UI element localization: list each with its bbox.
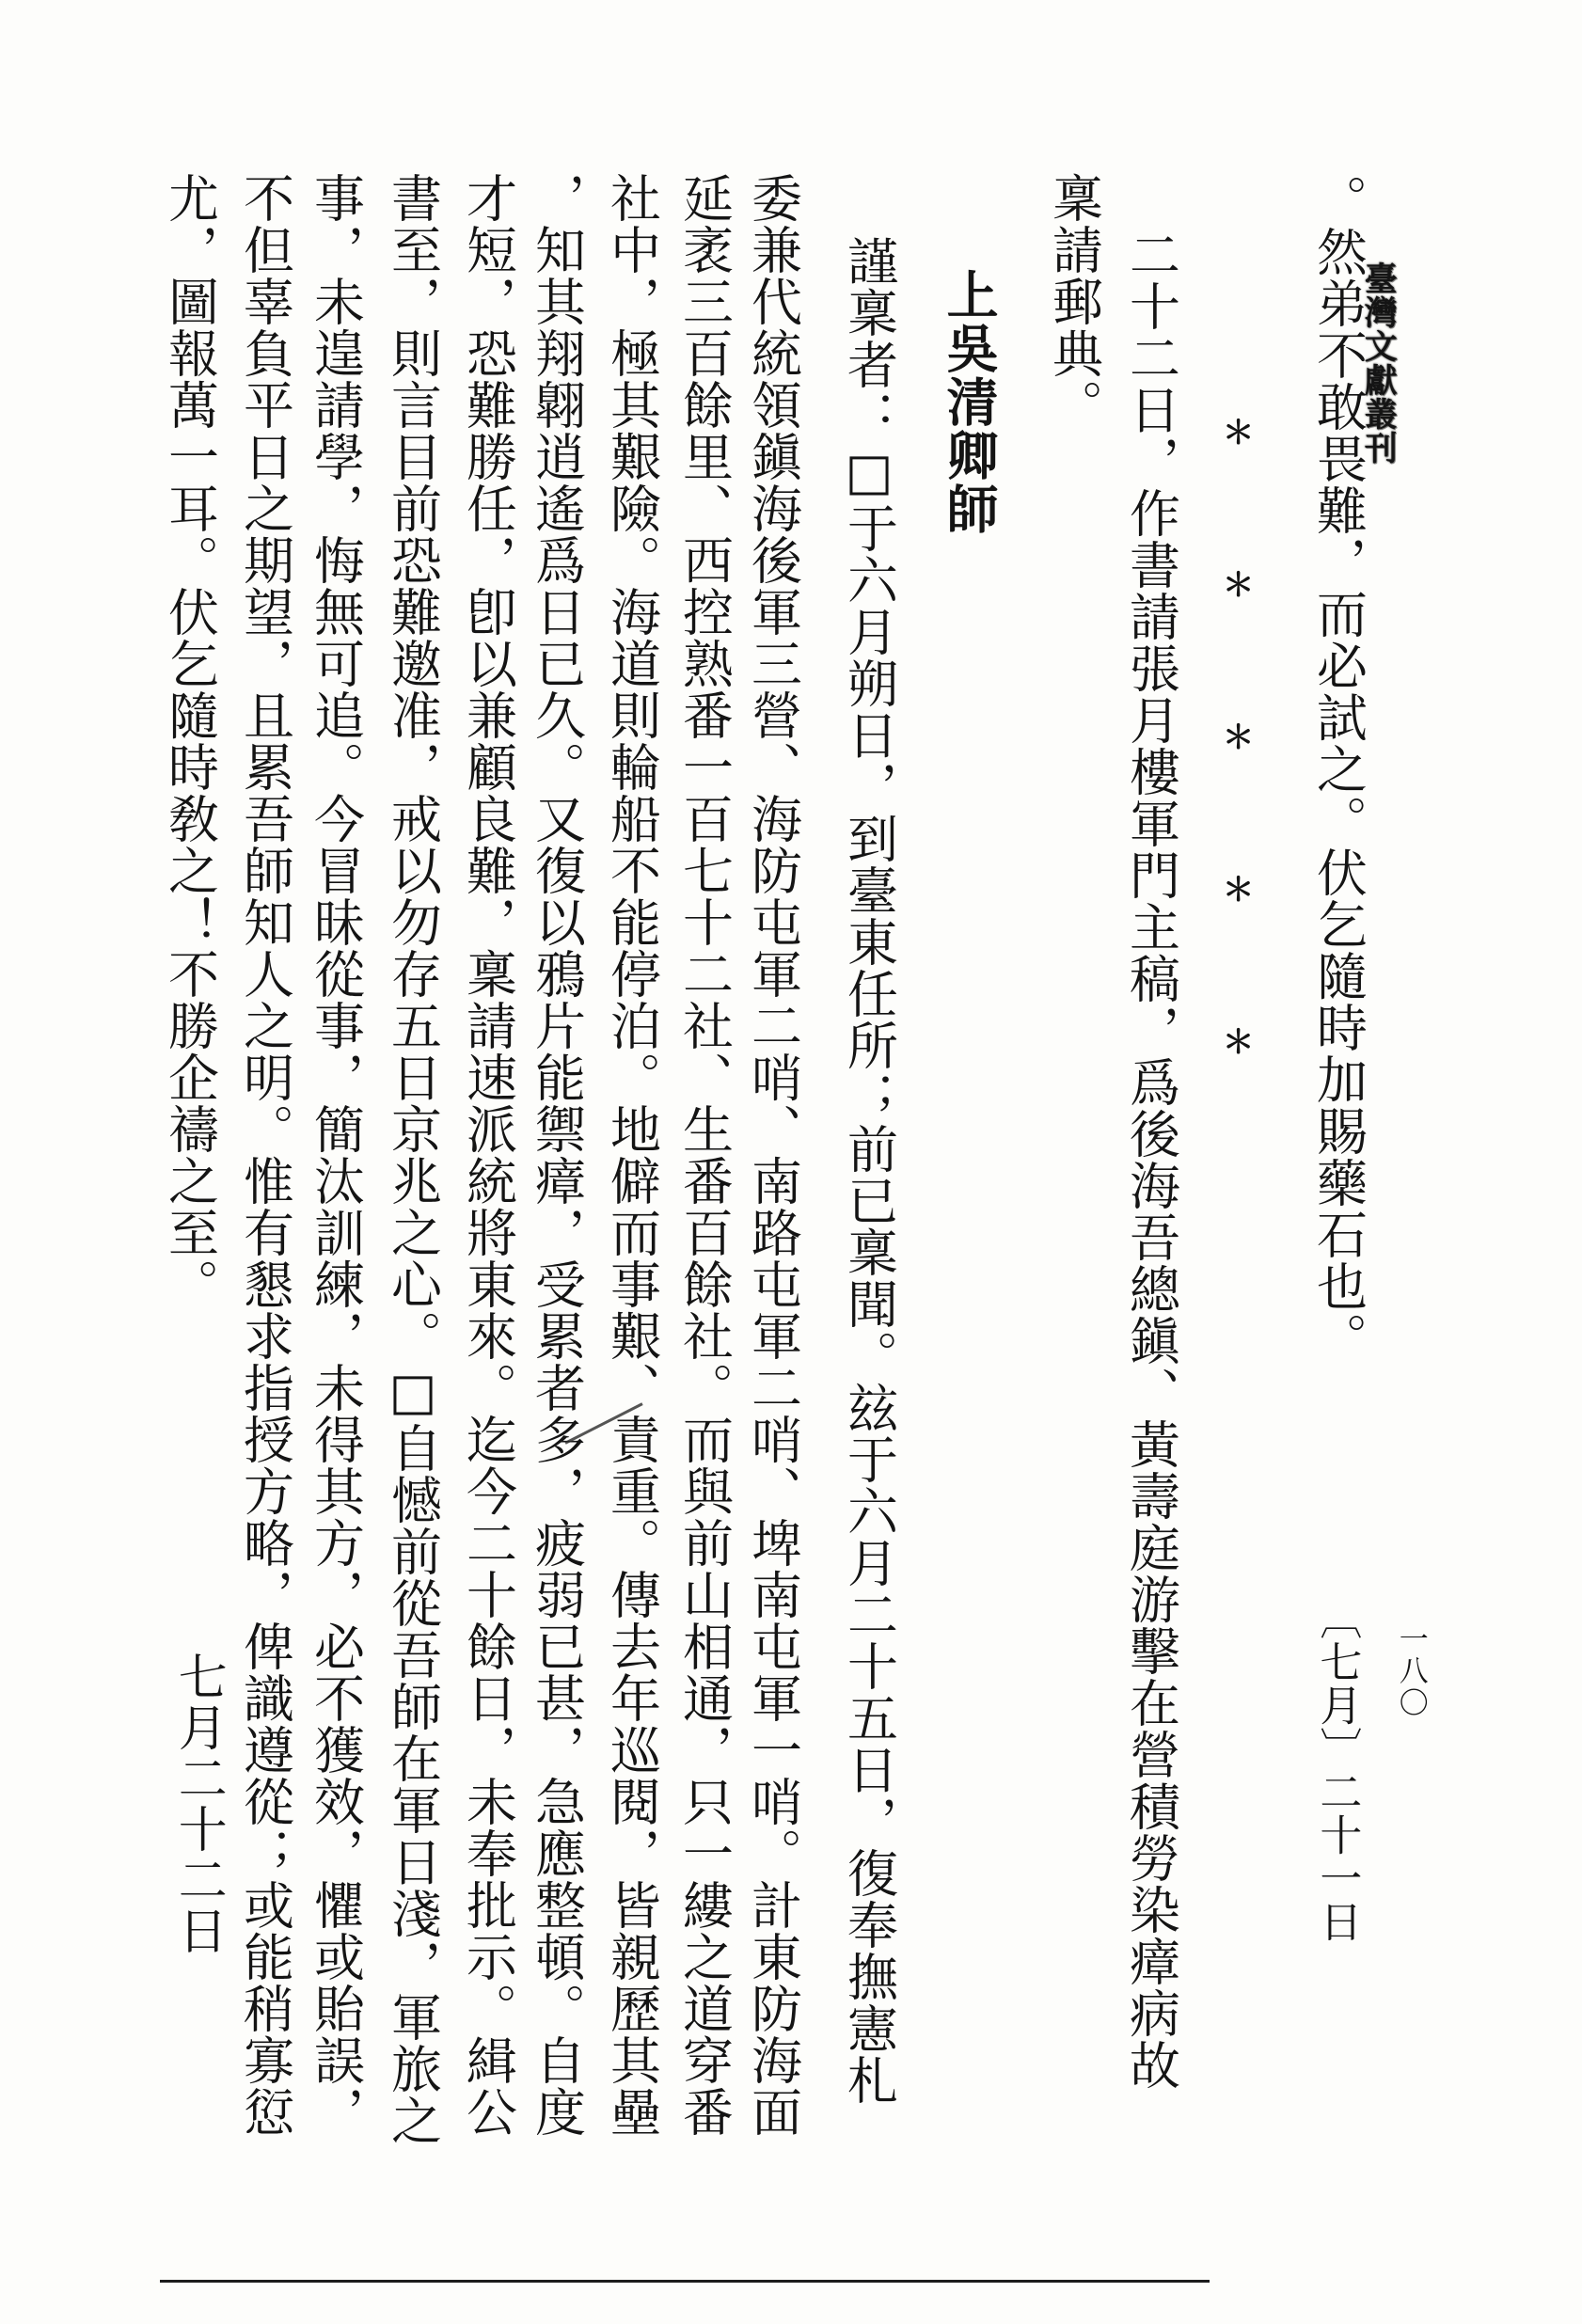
prev-entry-last-line: 。然弟不敢畏難，而必試之。伏乞隨時加賜藥石也。: [1308, 174, 1368, 1364]
letter-date: 七月二十二日: [169, 1652, 227, 1956]
entry-separator-asterisks: ＊＊＊＊＊: [1216, 416, 1255, 1178]
prev-entry-date: 〔七月〕二十一日: [1312, 1597, 1363, 1943]
letter-line: 社中，極其艱險。海道則輪船不能停泊。地僻而事艱、責重。傳去年巡閱，皆親歷其壘: [602, 172, 662, 2138]
page-number: 一八〇: [1393, 1623, 1428, 1719]
letter-line: ，知其翔翺逍遙爲日已久。又復以鴉片能禦瘴，受累者多，疲弱已甚，急應整頓。自度: [527, 172, 587, 2138]
series-title: 臺灣文獻叢刊: [1359, 261, 1399, 465]
letter-line: 事，未遑請學，悔無可追。今冒昧從事，簡汰訓練，未得其方，必不獲效，懼或貽誤，: [306, 172, 366, 2138]
letter-line: 委兼代統領鎭海後軍三營、海防屯軍二哨、南路屯軍二哨、埤南屯軍一哨。計東防海面: [743, 172, 803, 2138]
letter-title: 上吳清卿師: [938, 268, 1000, 536]
diary-entry-line: 稟請郵典。: [1044, 172, 1104, 431]
letter-line: 尤，圖報萬一耳。伏乞隨時敎之！不勝企禱之至。: [160, 172, 220, 1310]
bottom-rule-line: [160, 2280, 1210, 2283]
letter-line: 才短，恐難勝任，卽以兼顧良難，稟請速派統將東來。迄今二十餘日，未奉批示。緝公: [458, 172, 518, 2138]
letter-line: 謹稟者：□于六月朔日，到臺東任所；前已稟聞。玆于六月二十五日，復奉撫憲札: [839, 235, 899, 2106]
letter-line: 延袤三百餘里、西控熟番一百七十二社、生番百餘社。而與前山相通，只一縷之道穿番: [674, 172, 735, 2138]
letter-line: 書至，則言目前恐難邀准，戒以勿存五日京兆之心。□自憾前從吾師在軍日淺，軍旅之: [383, 172, 443, 2146]
letter-line: 不但辜負平日之期望，且累吾師知人之明。惟有懇求指授方略，俾識遵從；或能稍寡愆: [235, 172, 295, 2138]
diary-entry-line: 二十二日，作書請張月樓軍門主稿，爲後海吾總鎭、黃壽庭游擊在營積勞染瘴病故: [1121, 229, 1181, 2091]
